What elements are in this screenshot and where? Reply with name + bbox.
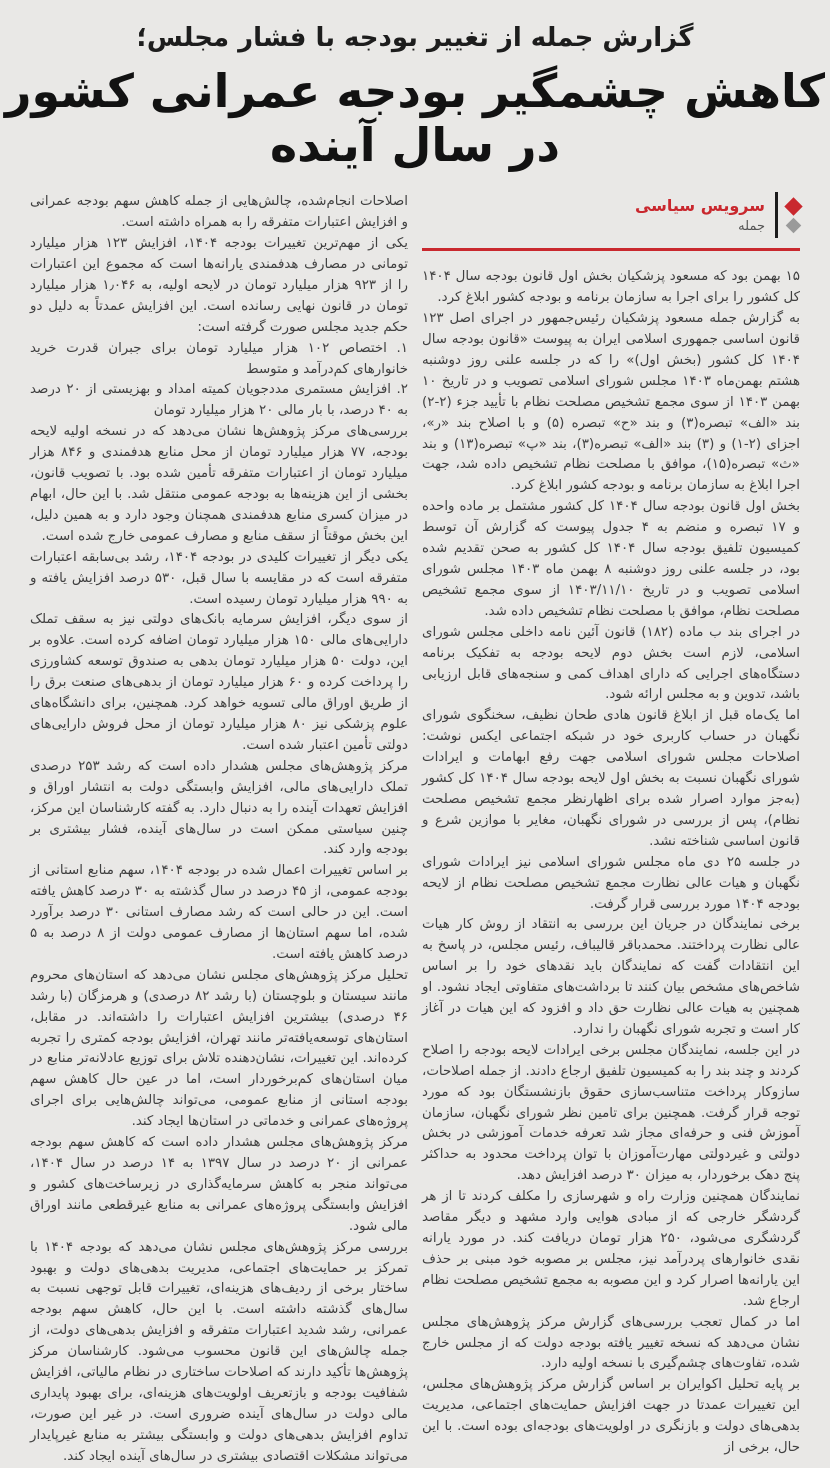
paragraph: بر اساس تغییرات اعمال شده در بودجه ۱۴۰۴، سهم منابع استانی از بودجه عمومی، از ۴۵ درصد در سال گذشته به ۳۰ درصد کاهش یافته است. این در حالی است که رشد مصارف استانی ۳۰ درصد برآورد شده، اما سهم استان‌ها از مصارف عمومی دولت از ۸ درصد به ۵ درصد کاهش یافته است. — [30, 863, 409, 962]
paragraph: ۱. اختصاص ۱۰۲ هزار میلیارد تومان برای جبران قدرت خرید خانوارهای کم‌درآمد و متوسط — [30, 340, 408, 377]
red-diamond-icon — [784, 197, 802, 215]
paragraph: یکی از مهم‌ترین تغییرات بودجه ۱۴۰۴، افزایش ۱۲۳ هزار میلیارد تومانی در مصارف هدفمندی یارانه‌ها است که مجموع این اعتبارات را از ۹۲۳ هزار میلیارد تومان در لایحه اولیه، به ۱٫۰۴۶ هزار میلیارد تومان در قانون نهایی رسانده است. این افزایش عمدتاً به دلیل دو حکم جدید مجلس صورت گرفته است: — [30, 236, 408, 335]
diamond-icons — [787, 200, 800, 231]
paragraph: ۱۵ بهمن بود که مسعود پزشکیان بخش اول قانون بودجه سال ۱۴۰۴ کل کشور را برای اجرا به سازمان برنامه و بودجه کشور ابلاغ کرد. — [422, 269, 800, 306]
article-columns — [0, 172, 830, 1467]
gray-diamond-icon — [786, 218, 802, 234]
paragraph: بخش اول قانون بودجه سال ۱۴۰۴ کل کشور مشتمل بر ماده واحده و ۱۷ تبصره و منضم به ۴ جدول پیوست که گزارش آن توسط کمیسیون تلفیق بودجه سال ۱۴۰۴ کل کشور به صحن تقدیم شده بود، در جلسه علنی روز دوشنبه ۸ بهمن ماه ۱۴۰۳ مجلس شورای اسلامی تصویب و در تاریخ ۱۴۰۳/۱۱/۱۰ از سوی مجمع تشخیص مصلحت نظام، موافق با مصلحت نظام تشخیص داده شد. — [422, 499, 801, 619]
paragraph: نمایندگان همچنین وزارت راه و شهرسازی را مکلف کردند تا از هر گردشگر خارجی که از مبادی هوایی وارد مشهد و دیگر مقاصد گردشگری می‌شود، ۲۵۰ هزار تومان دریافت کند. در مورد یارانه نقدی خانوارهای پردرآمد نیز، مجلس بر مصوبه خود مبنی بر حذف این یارانه‌ها اصرار کرد و این مصوبه به مجمع تشخیص مصلحت نظام ارجاع شد. — [422, 1189, 801, 1309]
paragraph: تحلیل مرکز پژوهش‌های مجلس نشان می‌دهد که استان‌های محروم مانند سیستان و بلوچستان (با رشد ۸۲ درصدی) و هرمزگان (با رشد ۴۶ درصدی) بیشترین افزایش اعتبارات را داشته‌اند. در مقابل، استان‌های توسعه‌یافته‌تر مانند تهران، افزایش بودجه کمتری را تجربه کرده‌اند. این تغییرات، نشان‌دهنده تلاش برای توزیع عادلانه‌تر منابع در میان استان‌های کم‌برخوردار است، اما در عین حال کاهش سهم بودجه استانی از منابع عمومی، می‌تواند چالش‌هایی برای اجرای پروژه‌های عمرانی و خدماتی در استان‌ها ایجاد کند. — [30, 967, 408, 1130]
service-name: سرویس سیاسی — [634, 196, 765, 216]
paragraph: در جلسه ۲۵ دی ماه مجلس شورای اسلامی نیز ایرادات شورای نگهبان و هیات عالی نظارت مجمع تشخیص مصلحت نظام از لایحه بودجه ۱۴۰۴ مورد بررسی قرار گرفت. — [422, 854, 800, 912]
divider-bar — [775, 192, 778, 238]
paragraph: مرکز پژوهش‌های مجلس هشدار داده است که رشد ۲۵۳ درصدی تملک دارایی‌های مالی، افزایش وابستگی دولت به انتشار اوراق و افزایش تعهدات آینده را به دنبال دارد. به گفته کارشناسان این مرکز، چنین سیاستی ممکن است در سال‌های آینده، فشار بیشتری بر بودجه وارد کند. — [30, 758, 408, 858]
body-column-right — [422, 267, 800, 1459]
headline-line-1: کاهش چشمگیر بودجه عمرانی کشور — [4, 63, 826, 118]
section-rule — [422, 248, 800, 251]
column-right — [422, 186, 800, 1459]
paragraph: یکی دیگر از تغییرات کلیدی در بودجه ۱۴۰۴، رشد بی‌سابقه اعتبارات متفرقه است که در مقایسه با سال قبل، ۵۳۰ درصد افزایش یافته و به ۹۹۰ هزار میلیارد تومان رسیده است. — [30, 549, 409, 607]
paragraph: از سوی دیگر، افزایش سرمایه بانک‌های دولتی نیز به سقف تملک دارایی‌های مالی ۱۵۰ هزار میلیارد تومان اضافه کرده است. علاوه بر این، دولت ۵۰ هزار میلیارد تومان بدهی به صندوق توسعه کشاورزی را پرداخت کرده و ۶۰ هزار میلیارد تومان از بدهی‌های صنعت برق را از طریق اوراق مالی تسویه خواهد کرد. همچنین، برای دانشگاه‌های علوم پزشکی نیز ۸۰ هزار میلیارد تومان از محل فروش دارایی‌های دولتی تأمین اعتبار شده است. — [30, 612, 408, 753]
paragraph: به گزارش جمله مسعود پزشکیان رئیس‌جمهور در اجرای اصل ۱۲۳ قانون اساسی جمهوری اسلامی ایران به پیوست «قانون بودجه سال ۱۴۰۴ کل کشور (بخش اول)» را که در جلسه علنی روز دوشنبه هشتم بهمن‌ماه ۱۴۰۳ مجلس شورای اسلامی تصویب و در تاریخ ۱۰ بهمن ۱۴۰۳ از سوی مجمع تشخیص مصلحت نظام با تأیید جزء (۲-۲) بند «الف» تبصره(۳) و بند «ح» تبصره (۵) و با اصلاح بند «ر»، اجزای (۲-۱) و (۳) بند «الف» تبصره(۳)، بند «پ» تبصره(۱۳) و بند «ث» تبصره(۱۵)، موافق با مصلحت نظام تشخیص داده شد، جهت اجرا ابلاغ به سازمان برنامه و بودجه کشور ابلاغ کرد. — [422, 311, 800, 494]
paragraph: اصلاحات انجام‌شده، چالش‌هایی از جمله کاهش سهم بودجه عمرانی و افزایش اعتبارات متفرقه را به همراه داشته است. — [30, 194, 408, 231]
article-header — [0, 0, 830, 172]
section-label-text — [635, 194, 765, 236]
paragraph: در این جلسه، نمایندگان مجلس برخی ایرادات لایحه بودجه را اصلاح کردند و چند بند را به کمیسیون تلفیق ارجاع دادند. از جمله اصلاحات، سازوکار پرداخت متناسب‌سازی حقوق بازنشستگان بود که مورد توجه قرار گرفت. همچنین برای تامین نظر شورای نگهبان، سازمان آموزش فنی و حرفه‌ای مجاز شد تعرفه خدمات آموزشی در بخش دولتی و غیردولتی مهارت‌آموزان با توان پرداخت محدود به حداکثر پنج دهک برخوردار، به میزان ۳۰ درصد افزایش دهد. — [422, 1042, 800, 1184]
paragraph: بررسی‌های مرکز پژوهش‌ها نشان می‌دهد که در نسخه اولیه لایحه بودجه، ۷۷ هزار میلیارد تومان از محل منابع هدفمندی و ۸۴۶ هزار میلیارد تومان از اعتبارات متفرقه تأمین شده بود. با تصویب قانون، بخشی از این هزینه‌ها به بودجه عمومی منتقل شد. با این حال، ابهام در میزان کسری منابع هدفمندی همچنان وجود دارد و به همین دلیل، این بخش موقتاً از سقف منابع و مصارف عمومی خارج شده است. — [30, 424, 408, 544]
brand-name: جمله — [738, 219, 765, 235]
section-label — [422, 186, 800, 244]
kicker: گزارش جمله از تغییر بودجه با فشار مجلس؛ — [136, 23, 694, 53]
column-left — [30, 186, 408, 1467]
paragraph: در اجرای بند ب ماده (۱۸۲) قانون آئین نامه داخلی مجلس شورای اسلامی، لازم است بخش دوم لایحه بودجه به تفکیک برنامه دستگاه‌های اجرایی که دارای اهداف کمی و سنجه‌های قابل ارزیابی باشد، تدوین و به مجلس ارائه شود. — [422, 624, 800, 703]
paragraph: اما در کمال تعجب بررسی‌های گزارش مرکز پژوهش‌های مجلس نشان می‌دهد که نسخه تغییر یافته بودجه دولت که از مجلس خارج شده، تفاوت‌های چشم‌گیری با نسخه اولیه دارد. — [422, 1314, 800, 1372]
paragraph: مرکز پژوهش‌های مجلس هشدار داده است که کاهش سهم بودجه عمرانی از ۲۰ درصد در سال ۱۳۹۷ به ۱۴ درصد در سال ۱۴۰۴، می‌تواند منجر به کاهش سرمایه‌گذاری در زیرساخت‌های کشور و افزایش وابستگی پروژه‌های عمرانی به منابع غیرقطعی مانند اوراق مالی شود. — [30, 1135, 408, 1234]
headline-line-2: در سال آینده — [269, 118, 561, 173]
paragraph: بر پایه تحلیل اکوایران بر اساس گزارش مرکز پژوهش‌های مجلس، این تغییرات عمدتا در جهت افزایش حمایت‌های اجتماعی، مدیریت بدهی‌های دولت و بازنگری در اولویت‌های بودجه‌ای بوده است. با این حال، برخی از — [422, 1377, 800, 1456]
headline — [0, 64, 830, 173]
paragraph: اما یک‌ماه قبل از ابلاغ قانون هادی طحان نظیف، سخنگوی شورای نگهبان در حساب کاربری خود در شبکه اجتماعی ایکس نوشت: اصلاحات مجلس شورای اسلامی جهت رفع ابهامات و ایرادات شورای نگهبان نسبت به بخش اول لایحه بودجه سال ۱۴۰۴ کل کشور (به‌جز موارد اصرار شده برای اظهارنظر مجمع تشخیص مصلحت نظام)، پس از بررسی در شورای نگهبان، مغایر با موازین شرع و قانون اساسی شناخته نشد. — [422, 708, 800, 849]
paragraph: بررسی مرکز پژوهش‌های مجلس نشان می‌دهد که بودجه ۱۴۰۴ با تمرکز بر حمایت‌های اجتماعی، مدیریت بدهی‌های دولت و بهبود ساختار برخی از ردیف‌های هزینه‌ای، تغییرات قابل توجهی نسبت به سال‌های گذشته داشته است. با این حال، کاهش سهم بودجه عمرانی، رشد شدید اعتبارات متفرقه و افزایش بدهی‌های دولت، از جمله چالش‌های این قانون محسوب می‌شود. کارشناسان مرکز پژوهش‌ها تأکید دارند که اصلاحات ساختاری در نظام مالیاتی، افزایش شفافیت بودجه و بازتعریف اولویت‌های هزینه‌ای، برای بهبود پایداری مالی دولت در سال‌های آینده ضروری است. در غیر این صورت، تداوم افزایش بدهی‌های دولت و وابستگی بیشتر به منابع غیرپایدار می‌تواند مشکلات اقتصادی بیشتری در سال‌های آینده ایجاد کند. — [30, 1239, 408, 1464]
paragraph: ۲. افزایش مستمری مددجویان کمیته امداد و بهزیستی از ۲۰ درصد به ۴۰ درصد، با بار مالی ۲۰ هزار میلیارد تومان — [30, 382, 408, 419]
paragraph: برخی نمایندگان در جریان این بررسی به انتقاد از روش کار هیات عالی نظارت پرداختند. محمدباقر قالیباف، رئیس مجلس، در پاسخ به این انتقادات گفت که نمایندگان باید نقدهای خود را بر اساس شاخص‌های مشخص بیان کنند تا برداشت‌های متفاوتی ایجاد نشود. او همچنین به هیات عالی نظارت حق داد و افزود که این هیات در آغاز کار است و تجربه شورای نگهبان را ندارد. — [422, 917, 800, 1037]
body-column-left — [30, 186, 408, 1467]
